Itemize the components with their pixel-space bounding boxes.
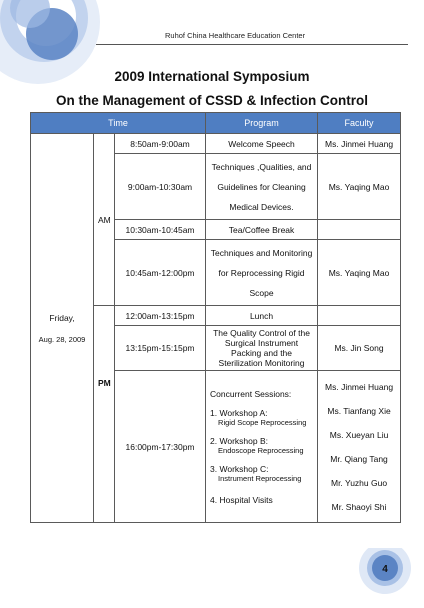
header-program: Program <box>206 113 318 134</box>
program-line: Guidelines for Cleaning <box>217 181 306 192</box>
program-cell <box>206 240 318 306</box>
concurrent-heading: Concurrent Sessions: <box>210 388 292 399</box>
program-line: Sterilization Monitoring <box>218 358 305 368</box>
day-label: Friday, <box>49 312 75 323</box>
header-time: Time <box>31 113 206 134</box>
faculty-name: Ms. Jinmei Huang <box>325 381 394 392</box>
workshop-a-topic: Rigid Scope Reprocessing <box>218 417 307 427</box>
program-line: The Quality Control of the <box>213 328 310 338</box>
faculty-name: Ms. Tianfang Xie <box>327 405 391 416</box>
am-label: AM <box>94 134 115 306</box>
program-cell <box>206 326 318 371</box>
program-cell <box>206 154 318 220</box>
faculty-cell: Ms. Yaqing Mao <box>318 240 401 306</box>
faculty-cell <box>318 220 401 240</box>
concurrent-sessions-cell <box>206 371 318 523</box>
page-number: 4 <box>382 564 388 575</box>
program-line: Surgical Instrument <box>224 338 299 348</box>
time-cell: 16:00pm-17:30pm <box>115 371 206 523</box>
faculty-cell: Ms. Jin Song <box>318 326 401 371</box>
program-line: Packing and the <box>231 348 293 358</box>
time-cell: 9:00am-10:30am <box>115 154 206 220</box>
hospital-visits: 4. Hospital Visits <box>210 494 273 505</box>
header-org: Ruhof China Healthcare Education Center <box>165 31 306 40</box>
title-line-1: 2009 International Symposium <box>114 69 310 84</box>
time-cell: 10:45am-12:00pm <box>115 240 206 306</box>
program-line: Techniques and Monitoring <box>210 247 313 258</box>
date-label: Aug. 28, 2009 <box>38 334 86 344</box>
faculty-name: Mr. Shaoyi Shi <box>331 501 387 512</box>
header-divider <box>96 44 408 45</box>
title-line-2: On the Management of CSSD & Infection Control <box>55 93 368 108</box>
faculty-list-cell <box>318 371 401 523</box>
faculty-cell: Ms. Jinmei Huang <box>318 134 401 154</box>
program-line: for Reprocessing Rigid <box>218 267 305 278</box>
faculty-name: Mr. Qiang Tang <box>330 453 388 464</box>
day-cell <box>31 134 94 523</box>
header-faculty: Faculty <box>318 113 401 134</box>
workshop-c: 3. Workshop C: <box>210 463 269 474</box>
faculty-name: Ms. Xueyan Liu <box>329 429 389 440</box>
schedule-table <box>30 112 401 523</box>
page-number-badge <box>357 548 417 608</box>
pm-label <box>94 306 115 523</box>
program-line: Medical Devices. <box>229 201 294 212</box>
time-cell: 8:50am-9:00am <box>115 134 206 154</box>
workshop-c-topic: Instrument Reprocessing <box>218 473 302 483</box>
time-cell: 13:15pm-15:15pm <box>115 326 206 371</box>
program-cell: Lunch <box>206 306 318 326</box>
workshop-b: 2. Workshop B: <box>210 435 268 446</box>
program-cell: Tea/Coffee Break <box>206 220 318 240</box>
program-line: Scope <box>249 287 274 298</box>
workshop-a: 1. Workshop A: <box>210 407 268 418</box>
faculty-name: Mr. Yuzhu Guo <box>330 477 388 488</box>
time-cell: 10:30am-10:45am <box>115 220 206 240</box>
program-cell: Welcome Speech <box>206 134 318 154</box>
pm-text: PM <box>98 378 111 388</box>
program-line: Techniques ,Qualities, and <box>211 161 312 172</box>
workshop-b-topic: Endoscope Reprocessing <box>218 445 304 455</box>
faculty-cell: Ms. Yaqing Mao <box>318 154 401 220</box>
faculty-cell <box>318 306 401 326</box>
time-cell: 12:00am-13:15pm <box>115 306 206 326</box>
